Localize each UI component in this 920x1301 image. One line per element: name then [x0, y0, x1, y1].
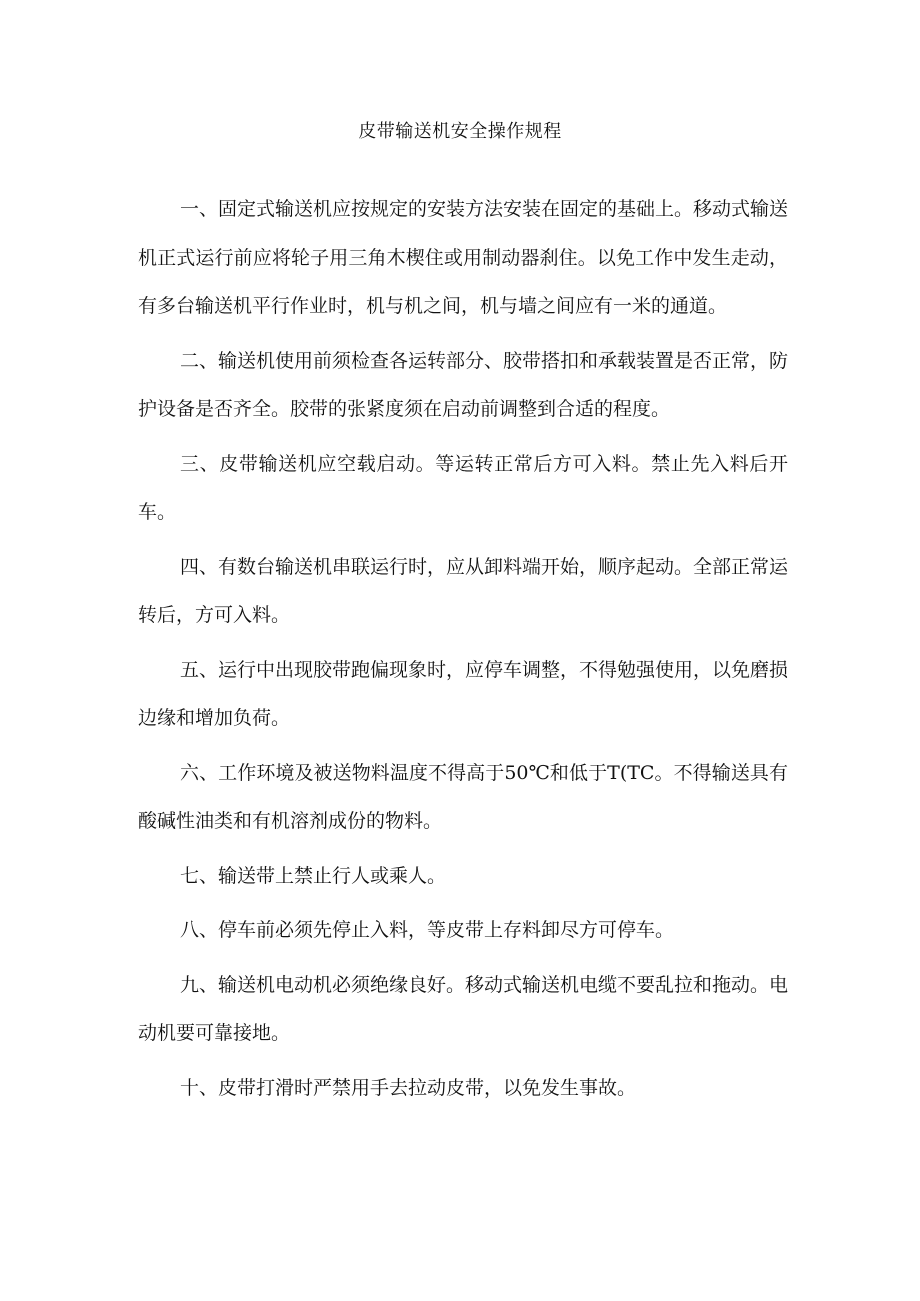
paragraph-2: 二、输送机使用前须检查各运转部分、胶带搭扣和承载装置是否正常，防护设备是否齐全。胶带的张紧度须在启动前调整到合适的程度。: [138, 349, 789, 420]
document-body: [138, 185, 788, 1118]
paragraph-8: 八、停车前必须先停止入料，等皮带上存料卸尽方可停车。: [180, 919, 675, 941]
paragraph-6: 六、工作环境及被送物料温度不得高于50℃和低于T(TC。不得输送具有酸碱性油类和有机溶剂成份的物料。: [138, 761, 788, 832]
paragraph-3: 三、皮带输送机应空载启动。等运转正常后方可入料。禁止先入料后开车。: [138, 452, 788, 523]
paragraph-9: 九、输送机电动机必须绝缘良好。移动式输送机电缆不要乱拉和拖动。电动机要可靠接地。: [138, 973, 789, 1044]
paragraph-7: 七、输送带上禁止行人或乘人。: [180, 864, 447, 887]
paragraph-10: 十、皮带打滑时严禁用手去拉动皮带，以免发生事故。: [180, 1076, 637, 1099]
paragraph-4: 四、有数台输送机串联运行时，应从卸料端开始，顺序起动。全部正常运转后，方可入料。: [138, 555, 789, 626]
paragraph-5: 五、运行中出现胶带跑偏现象时，应停车调整，不得勉强使用，以免磨损边缘和增加负荷。: [138, 658, 789, 729]
paragraph-1: 一、固定式输送机应按规定的安装方法安装在固定的基础上。移动式输送机正式运行前应将轮子用三角木楔住或用制动器刹住。以免工作中发生走动，有多台输送机平行作业时，机与机之间，机与墙之间应有一米的通道。: [138, 198, 789, 317]
document-title: 皮带输送机安全操作规程: [358, 121, 562, 142]
